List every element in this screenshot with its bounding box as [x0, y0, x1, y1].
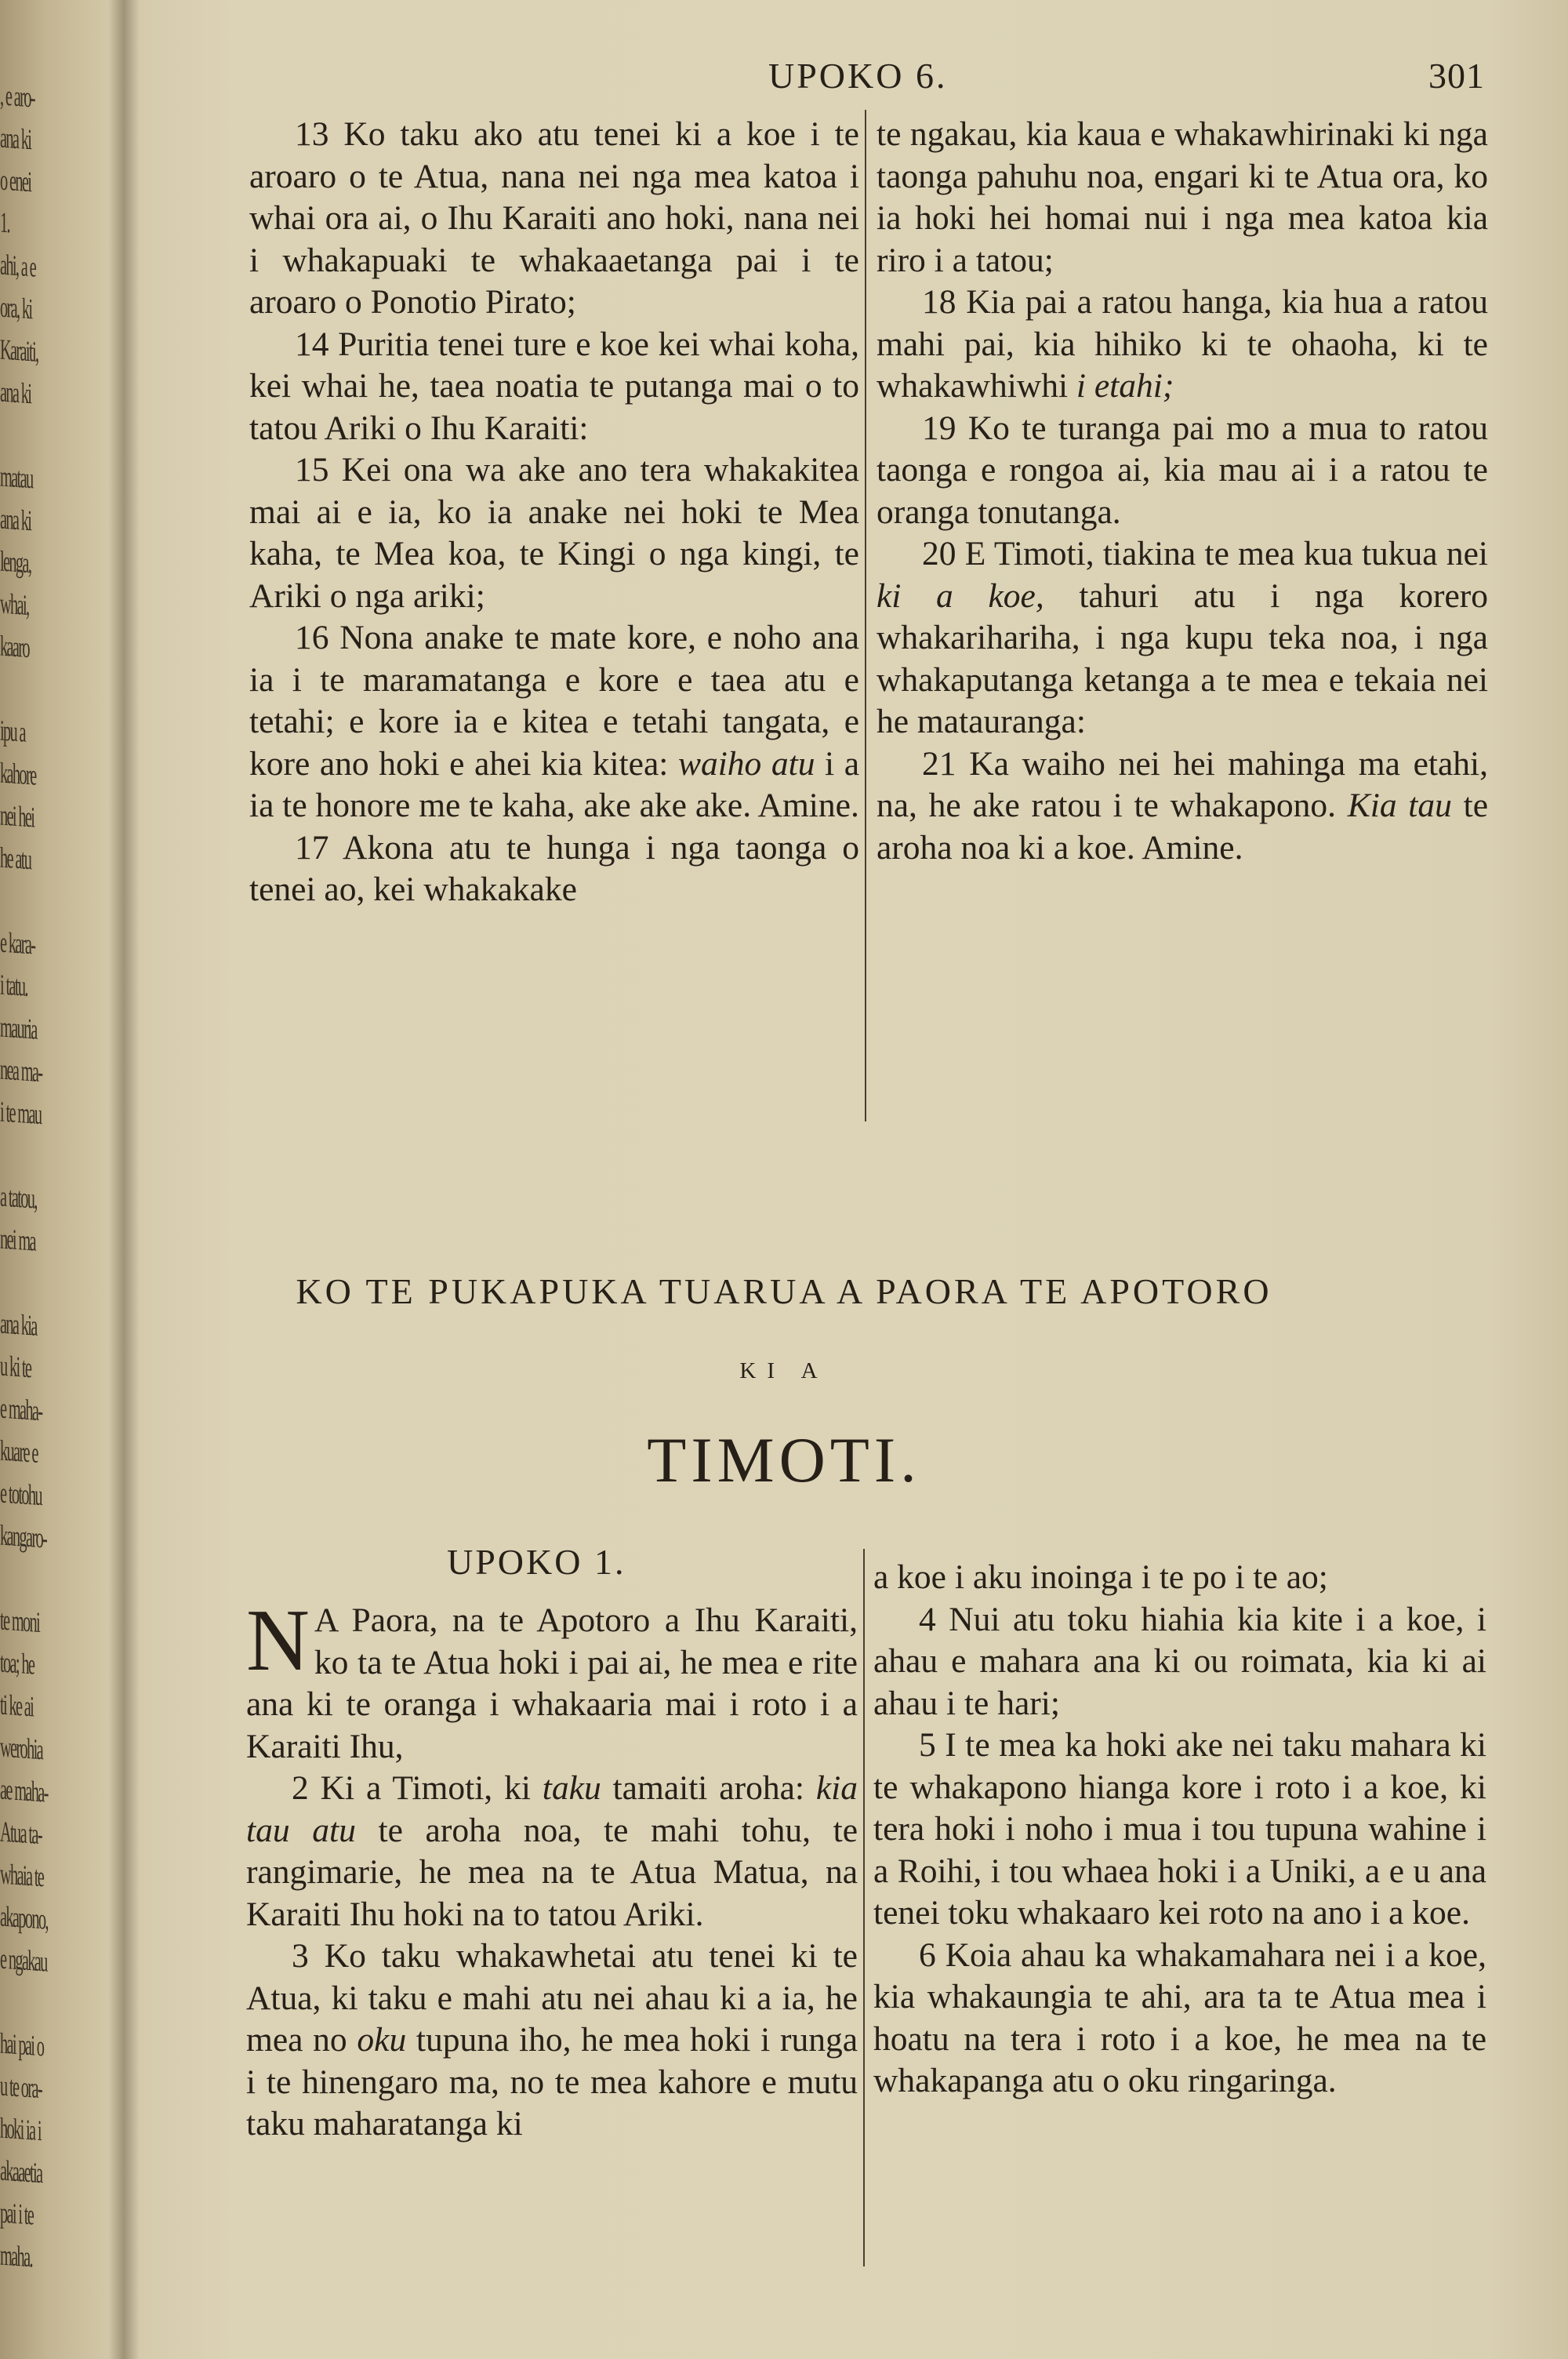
previous-page-fragment: ipu a — [0, 714, 25, 749]
previous-page-fragment: kangaro- — [0, 1519, 47, 1555]
previous-page-fragment: e ngakau — [0, 1943, 47, 1979]
verse-1 — [246, 1592, 858, 1768]
previous-page-fragment: 1. — [0, 206, 9, 240]
verse-3 — [246, 1936, 858, 2146]
book-title-line1: KO TE PUKAPUKA TUARUA A PAORA TE APOTORO — [296, 1271, 1272, 1311]
previous-page-fragment: hoki ia i — [0, 2112, 41, 2148]
previous-page-fragment: ana ki — [0, 376, 31, 411]
verse-17-continued: te ngakau, kia kaua e whakawhirinaki ki nga taonga pahuhu noa, engari ki te Atua ora, ko ia hoki hei homai nui i nga mea katoa kia riro i a tatou; — [877, 115, 1488, 279]
book-title-line2: KI A — [739, 1358, 829, 1383]
previous-page-fragment: i tatu. — [0, 969, 27, 1003]
upper-right-column — [877, 114, 1488, 869]
previous-page-fragment: u ki te — [0, 1350, 31, 1385]
lower-right-column — [873, 1557, 1486, 2103]
previous-page-fragment: ana kia — [0, 1307, 37, 1343]
previous-page-fragment: ora, ki — [0, 291, 32, 326]
verse-15: 15 Kei ona wa ake ano tera whakakitea mai ai e ia, ko ia anake nei hoki te Mea kaha, te Mea koa, te Kingi o nga kingi, te Ariki o nga ariki; — [249, 451, 859, 615]
verse-21-end: te aroha noa ki a koe. Amine. — [877, 787, 1489, 867]
verse-3-italic: oku — [357, 2021, 407, 2059]
page-number: 301 — [1428, 56, 1485, 96]
verse-18-italic: i etahi; — [1076, 367, 1174, 405]
previous-page-fragment: akaaetia — [0, 2154, 42, 2190]
verse-16-italic: waiho atu — [677, 744, 815, 783]
upper-left-column — [249, 114, 859, 911]
verse-3-continued: a koe i aku inoinga i te po i te ao; — [873, 1558, 1328, 1596]
previous-page-fragment: e maha- — [0, 1392, 42, 1428]
previous-page-fragment: whaia te — [0, 1858, 44, 1894]
verse-13: 13 Ko taku ako atu tenei ki a koe i te aroaro o te Atua, nana nei nga mea katoa i whai ora ai, o Ihu Karaiti ano hoki, nana nei i whakapuaki te whakaaetanga pai i te aroaro o Ponotio Pirato; — [249, 115, 859, 321]
verse-1-text: A Paora, na te Apotoro a Ihu Karaiti, ko ta te Atua hoki i pai ai, he mea e rite ana ki te oranga i whakaaria mai i roto i a Karaiti Ihu, — [246, 1601, 858, 1765]
previous-page-fragment: he atu — [0, 841, 31, 877]
previous-page-fragment: nea ma- — [0, 1053, 42, 1089]
lower-left-column — [246, 1592, 858, 2146]
running-head — [0, 55, 1568, 102]
verse-3-b: tupuna iho, he mea hoki i runga i te hinengaro ma, no te mea kahore e mutu taku maharatanga ki — [246, 2021, 858, 2143]
verse-2-italic-a: taku — [542, 1769, 601, 1807]
verse-6: 6 Koia ahau ka whakamahara nei i a koe, kia whakaungia te ahi, ara ta te Atua mea i hoatu na tera i roto i a koe, he mea na te whakapanga atu o oku ringaringa. — [873, 1936, 1486, 2099]
verse-3-a: 3 Ko taku whakawhetai atu tenei ki te Atua, ki taku e mahi atu nei ahau ki a ia, he mea no — [246, 1937, 858, 2059]
previous-page-fragment: a tatou, — [0, 1180, 37, 1216]
previous-page-fragment: te moni — [0, 1604, 40, 1639]
verse-19: 19 Ko te turanga pai mo a mua to ratou taonga e rongoa ai, kia mau ai i a ratou te oranga tonutanga. — [877, 409, 1488, 531]
verse-16 — [249, 617, 859, 827]
verse-20-text: 20 E Timoti, tiakina te mea kua tukua nei — [922, 535, 1488, 572]
previous-page-fragment: kuare e — [0, 1434, 38, 1470]
previous-page-fragment: ahi, a e — [0, 249, 35, 284]
verse-20-end: tahuri atu i nga korero whakarihariha, i nga kupu teka noa, i nga whakaputanga ketanga a te mea e tekaia nei he matauranga: — [877, 576, 1489, 740]
previous-page-fragment: akapono, — [0, 1900, 48, 1936]
verse-2 — [246, 1768, 858, 1936]
previous-page-fragment: ae maha- — [0, 1773, 48, 1809]
previous-page-fragment: e totohu — [0, 1477, 42, 1513]
previous-page-fragment: ana ki — [0, 122, 31, 157]
verse-2-b: tamaiti aroha: — [612, 1769, 804, 1807]
previous-page-fragment: nei ma — [0, 1223, 35, 1258]
previous-page-fragment — [0, 879, 56, 925]
drop-cap: N — [246, 1592, 310, 1689]
book-spine-shadow — [108, 0, 140, 2359]
previous-page-fragment — [0, 1557, 56, 1603]
chapter-heading: UPOKO 1. — [447, 1542, 626, 1582]
previous-page-fragment: ti ke ai — [0, 1688, 34, 1724]
verse-5: 5 I te mea ka hoki ake nei taku mahara ki te whakapono hianga kore i roto i a koe, ki tera hoki i noho i mua i tou tupuna wahine i a Roihi, i tou whaea hoki i a Uniki, a e u ana tenei toku whakaaro kei roto na ano i a koe. — [873, 1726, 1486, 1932]
verse-21 — [877, 743, 1488, 870]
verse-20 — [877, 533, 1488, 743]
previous-page-fragment: mauria — [0, 1011, 37, 1046]
verse-17: 17 Akona atu te hunga i nga taonga o tenei ao, kei whakakake — [249, 828, 859, 908]
previous-page-fragment: ana ki — [0, 503, 31, 538]
previous-page-fragment: , e aro- — [0, 79, 34, 114]
previous-page-fragment — [0, 1980, 56, 2026]
verse-18-text: 18 Kia pai a ratou hanga, kia hua a ratou mahi pai, kia hihiko ki te ohaoha, ki te whakawhiwhi — [877, 283, 1488, 405]
previous-page-fragment: nei hei — [0, 799, 34, 834]
previous-page-fragment: werohia — [0, 1731, 42, 1767]
verse-2-italic-b: kia tau atu — [246, 1769, 858, 1849]
previous-page-fragments — [0, 75, 102, 2340]
previous-page-fragment: hai pai o — [0, 2027, 44, 2063]
verse-18 — [877, 282, 1488, 408]
previous-page-fragment — [0, 1133, 56, 1180]
previous-page-fragment: lenga, — [0, 545, 31, 580]
previous-page-fragment: o enei — [0, 164, 31, 199]
previous-page-fragment — [0, 667, 56, 714]
running-head-title: UPOKO 6. — [768, 56, 948, 96]
previous-page-fragment: pai i te — [0, 2197, 34, 2232]
column-rule-lower — [863, 1549, 865, 2266]
previous-page-fragment: e kara- — [0, 926, 35, 961]
verse-21-italic: Kia tau — [1347, 787, 1452, 824]
previous-page-fragment: Karaiti, — [0, 333, 38, 369]
previous-page-fragment: i te mau — [0, 1096, 42, 1132]
previous-page-fragment: whai, — [0, 587, 29, 623]
verse-20-italic: ki a koe, — [877, 576, 1044, 615]
verse-14: 14 Puritia tenei ture e koe kei whai koha, kei whai he, taea noatia te putanga mai o to tatou Ariki o Ihu Karaiti: — [249, 325, 859, 447]
verse-2-a: 2 Ki a Timoti, ki — [292, 1769, 531, 1807]
previous-page-fragment: Atua ta- — [0, 1816, 42, 1852]
verse-16-end: i a ia te honore me te kaha, ake ake ake. Amine. — [249, 744, 860, 824]
previous-page-fragment: kaaro — [0, 630, 29, 665]
column-rule-upper — [865, 110, 866, 1121]
verse-21-text: 21 Ka waiho nei hei mahinga ma etahi, na, he ake ratou i te whakapono. — [877, 744, 1488, 824]
book-title-main: TIMOTI. — [647, 1424, 921, 1496]
previous-page-fragment: toa; he — [0, 1646, 34, 1681]
previous-page-fragment — [0, 413, 56, 460]
verse-4: 4 Nui atu toku hiahia kia kite i a koe, i ahau e mahara ana ki ou roimata, kia ki ai ahau i te hari; — [873, 1600, 1486, 1722]
previous-page-fragment: matau — [0, 460, 33, 496]
previous-page-fragment: maha. — [0, 2239, 32, 2274]
verse-2-c: te aroha noa, te mahi tohu, te rangimarie, he mea na te Atua Matua, na Karaiti Ihu hoki na to tatou Ariki. — [246, 1811, 858, 1933]
verse-16-text: 16 Nona anake te mate kore, e noho ana ia i te maramatanga e kore e taea atu e tetahi; e kore ia e kitea e tetahi tangata, e kore ano hoki e ahei kia kitea: — [249, 619, 859, 783]
previous-page-fragment: kahore — [0, 757, 36, 792]
previous-page-fragment: u te ora- — [0, 2070, 42, 2106]
